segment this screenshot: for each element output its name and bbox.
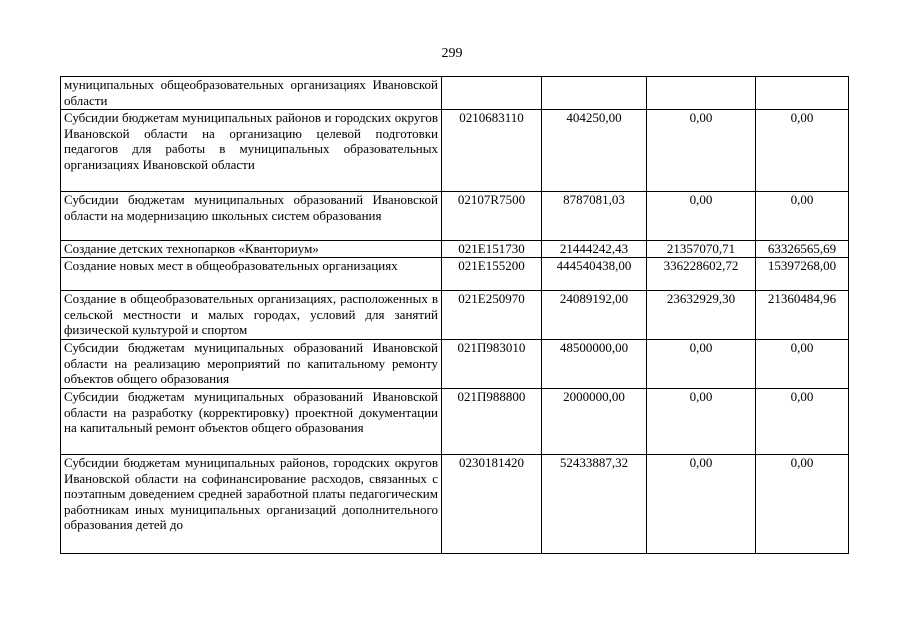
row-code: 021П988800 — [442, 389, 542, 455]
row-code: 021П983010 — [442, 340, 542, 389]
row-amount-1 — [542, 77, 647, 110]
row-description: Субсидии бюджетам муниципальных образований Ивановской области на разработку (корректировку) проектной документации на капитальный ремонт объектов общего образования — [61, 389, 442, 455]
row-description: Субсидии бюджетам муниципальных районов, городских округов Ивановской области на софинансирование расходов, связанных с поэтапным доведением средней заработной платы педагогическим работникам иных муниципальных организаций дополнительного образования детей до — [61, 455, 442, 554]
row-amount-1: 21444242,43 — [542, 241, 647, 258]
table-row — [61, 258, 849, 291]
table-row — [61, 241, 849, 258]
row-amount-2: 21357070,71 — [647, 241, 756, 258]
row-code: 021E155200 — [442, 258, 542, 291]
row-amount-3 — [756, 77, 849, 110]
row-amount-1: 48500000,00 — [542, 340, 647, 389]
row-amount-2: 0,00 — [647, 340, 756, 389]
table-row — [61, 110, 849, 192]
row-amount-3: 0,00 — [756, 340, 849, 389]
row-description: Создание детских технопарков «Кванториум» — [61, 241, 442, 258]
row-amount-1: 404250,00 — [542, 110, 647, 192]
table-row — [61, 291, 849, 340]
row-code: 021E151730 — [442, 241, 542, 258]
row-code: 0230181420 — [442, 455, 542, 554]
table-row — [61, 389, 849, 455]
row-amount-2: 336228602,72 — [647, 258, 756, 291]
row-code: 021E250970 — [442, 291, 542, 340]
row-amount-2: 23632929,30 — [647, 291, 756, 340]
row-amount-1: 52433887,32 — [542, 455, 647, 554]
row-amount-3: 63326565,69 — [756, 241, 849, 258]
row-description: Субсидии бюджетам муниципальных образований Ивановской области на модернизацию школьных систем образования — [61, 192, 442, 241]
row-description: Субсидии бюджетам муниципальных образований Ивановской области на реализацию мероприятий по капитальному ремонту объектов общего образования — [61, 340, 442, 389]
page-number: 299 — [441, 46, 463, 61]
row-amount-2: 0,00 — [647, 110, 756, 192]
row-description: Субсидии бюджетам муниципальных районов и городских округов Ивановской области на организацию целевой подготовки педагогов для работы в муниципальных образовательных организациях Ивановской области — [61, 110, 442, 192]
row-code: 02107R7500 — [442, 192, 542, 241]
row-description: муниципальных общеобразовательных организациях Ивановской области — [61, 77, 442, 110]
table-row — [61, 340, 849, 389]
row-amount-2: 0,00 — [647, 389, 756, 455]
row-description: Создание в общеобразовательных организациях, расположенных в сельской местности и малых городах, условий для занятий физической культурой и спортом — [61, 291, 442, 340]
row-amount-2 — [647, 77, 756, 110]
table-row — [61, 77, 849, 110]
row-code — [442, 77, 542, 110]
row-amount-3: 0,00 — [756, 389, 849, 455]
row-amount-3: 21360484,96 — [756, 291, 849, 340]
row-amount-3: 0,00 — [756, 192, 849, 241]
row-amount-3: 0,00 — [756, 110, 849, 192]
table-row — [61, 455, 849, 554]
row-amount-3: 0,00 — [756, 455, 849, 554]
row-amount-1: 24089192,00 — [542, 291, 647, 340]
budget-table — [60, 76, 849, 554]
table-row — [61, 192, 849, 241]
row-amount-1: 444540438,00 — [542, 258, 647, 291]
row-amount-1: 8787081,03 — [542, 192, 647, 241]
row-amount-1: 2000000,00 — [542, 389, 647, 455]
row-code: 0210683110 — [442, 110, 542, 192]
row-amount-2: 0,00 — [647, 192, 756, 241]
row-amount-3: 15397268,00 — [756, 258, 849, 291]
row-description: Создание новых мест в общеобразовательных организациях — [61, 258, 442, 291]
row-amount-2: 0,00 — [647, 455, 756, 554]
